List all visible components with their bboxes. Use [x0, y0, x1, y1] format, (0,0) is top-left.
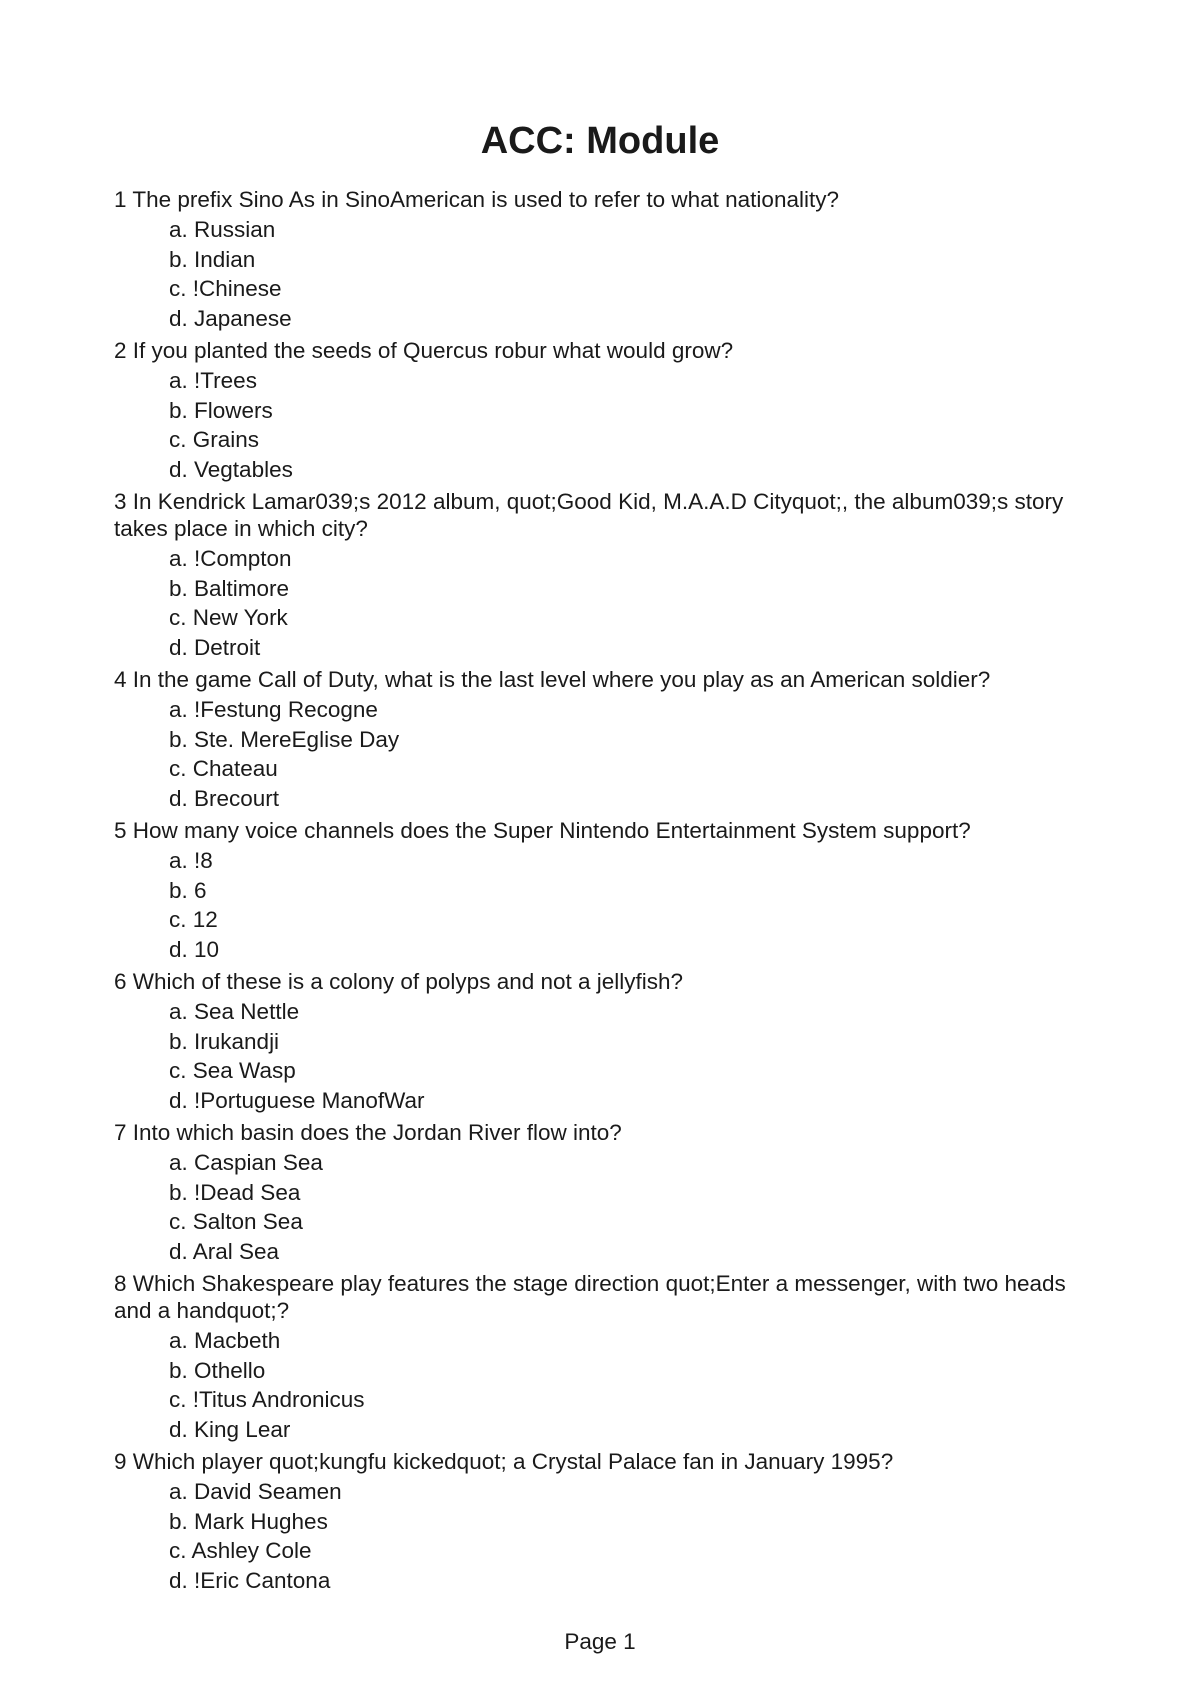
question-8: [114, 1270, 1084, 1444]
answer-option: c. Sea Wasp: [169, 1058, 296, 1083]
answer-list: [114, 695, 1084, 813]
question-9: [114, 1448, 1084, 1595]
answer-option: c. Ashley Cole: [169, 1538, 312, 1563]
question-text: 9 Which player quot;kungfu kickedquot; a Crystal Palace fan in January 1995?: [114, 1449, 894, 1474]
answer-option: d. Aral Sea: [169, 1238, 280, 1264]
answer-option: b. Ste. MereEglise Day: [169, 726, 400, 752]
answer-list: [114, 1148, 1084, 1266]
question-text: 5 How many voice channels does the Super Nintendo Entertainment System support?: [114, 818, 971, 843]
question-3: [114, 488, 1084, 662]
answer-option: c. New York: [169, 605, 288, 630]
question-text: 1 The prefix Sino As in SinoAmerican is used to refer to what nationality?: [114, 187, 839, 212]
answer-list: [114, 846, 1084, 964]
answer-option: b. Baltimore: [169, 575, 290, 601]
page-number: Page 1: [564, 1629, 636, 1654]
answer-option: a. Caspian Sea: [169, 1150, 323, 1175]
question-6: [114, 968, 1084, 1115]
answer-option: a. !Trees: [169, 368, 257, 393]
answer-option: d. !Eric Cantona: [169, 1567, 331, 1593]
answer-option: a. !Festung Recogne: [169, 697, 378, 722]
answer-option: d. !Portuguese ManofWar: [169, 1087, 425, 1113]
question-1: [114, 186, 1084, 333]
answer-option: b. Flowers: [169, 397, 273, 423]
question-text: 6 Which of these is a colony of polyps and not a jellyfish?: [114, 969, 684, 994]
answer-option: b. !Dead Sea: [169, 1179, 301, 1205]
answer-option: b. 6: [169, 877, 207, 903]
answer-option: a. !Compton: [169, 546, 292, 571]
question-text: 2 If you planted the seeds of Quercus robur what would grow?: [114, 338, 734, 363]
answer-option: b. Indian: [169, 246, 256, 272]
answer-list: [114, 366, 1084, 484]
answer-option: a. Macbeth: [169, 1328, 281, 1353]
answer-list: [114, 215, 1084, 333]
question-5: [114, 817, 1084, 964]
answer-option: a. !8: [169, 848, 213, 873]
answer-option: d. Brecourt: [169, 785, 280, 811]
answer-option: d. Vegtables: [169, 456, 293, 482]
answer-option: c. 12: [169, 907, 218, 932]
question-text: 4 In the game Call of Duty, what is the last level where you play as an American soldier?: [114, 667, 991, 692]
answer-option: c. !Titus Andronicus: [169, 1387, 365, 1412]
answer-list: [114, 1326, 1084, 1444]
question-text: 8 Which Shakespeare play features the stage direction quot;Enter a messenger, with two heads and a handquot;?: [114, 1271, 1066, 1323]
answer-list: [114, 544, 1084, 662]
question-text: 7 Into which basin does the Jordan River flow into?: [114, 1120, 622, 1145]
answer-list: [114, 997, 1084, 1115]
answer-option: d. Japanese: [169, 305, 292, 331]
quiz-list: [114, 186, 1084, 1599]
answer-option: b. Irukandji: [169, 1028, 280, 1054]
answer-list: [114, 1477, 1084, 1595]
page-title: ACC: Module: [480, 120, 720, 162]
answer-option: c. Grains: [169, 427, 260, 452]
question-text: 3 In Kendrick Lamar039;s 2012 album, quot;Good Kid, M.A.A.D Cityquot;, the album039;s story takes place in which city?: [114, 489, 1064, 541]
answer-option: b. Othello: [169, 1357, 266, 1383]
answer-option: a. David Seamen: [169, 1479, 342, 1504]
question-2: [114, 337, 1084, 484]
question-7: [114, 1119, 1084, 1266]
answer-option: a. Sea Nettle: [169, 999, 300, 1024]
answer-option: c. Salton Sea: [169, 1209, 303, 1234]
answer-option: d. 10: [169, 936, 220, 962]
answer-option: d. Detroit: [169, 634, 261, 660]
answer-option: d. King Lear: [169, 1416, 291, 1442]
answer-option: c. Chateau: [169, 756, 278, 781]
answer-option: c. !Chinese: [169, 276, 282, 301]
question-4: [114, 666, 1084, 813]
answer-option: b. Mark Hughes: [169, 1508, 328, 1534]
answer-option: a. Russian: [169, 217, 276, 242]
